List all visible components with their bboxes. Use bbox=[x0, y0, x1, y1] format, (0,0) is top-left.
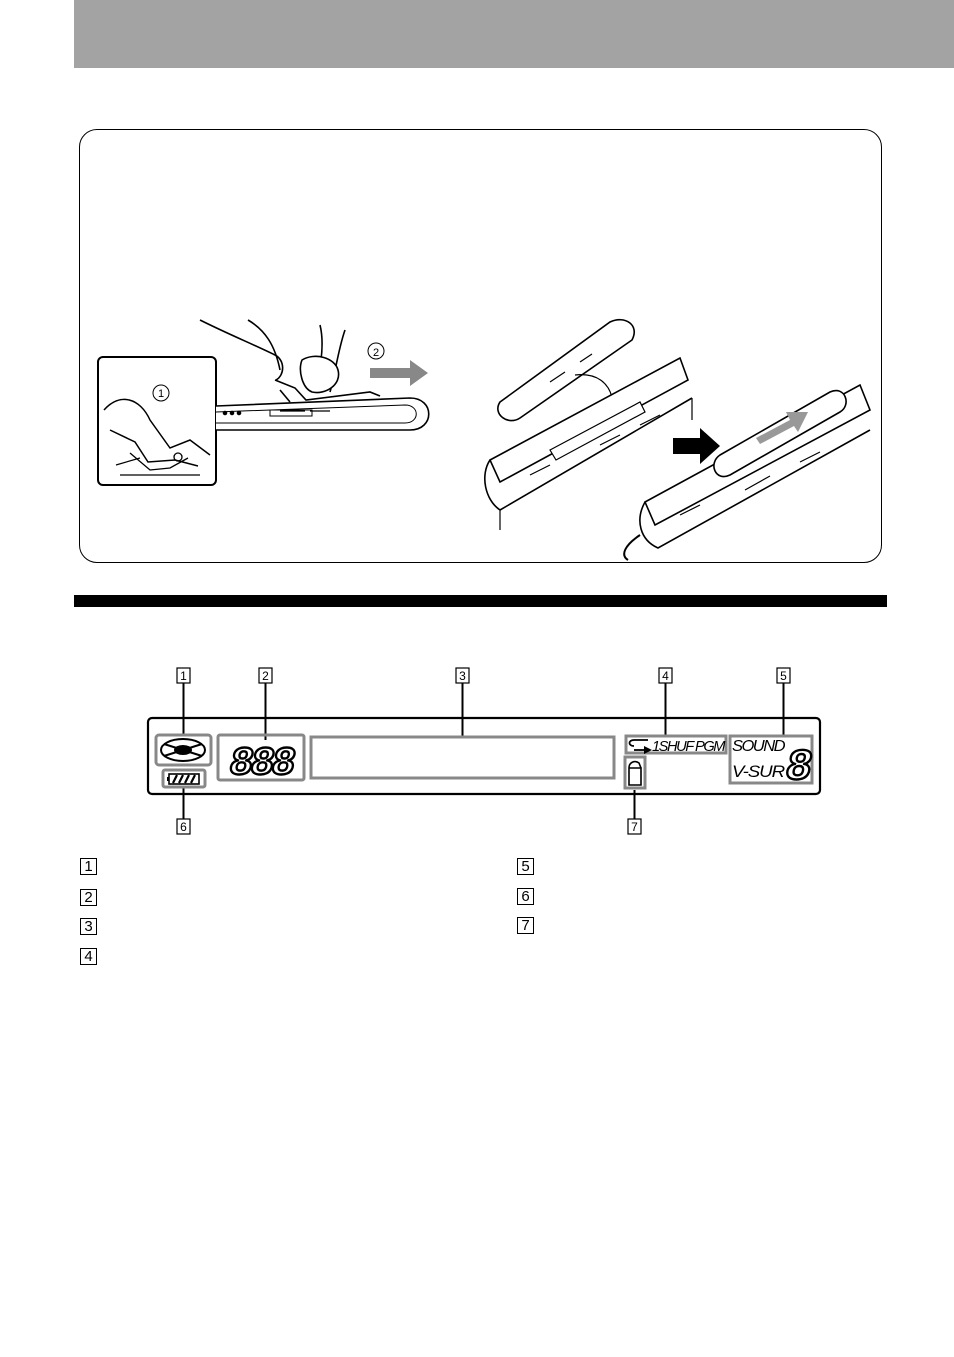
slide-arrow-left bbox=[370, 360, 428, 386]
legend-key-2: 2 bbox=[80, 889, 97, 906]
clip-release-inset bbox=[98, 357, 216, 485]
track-number-digits: 888 bbox=[229, 742, 293, 787]
callout-7: 7 bbox=[631, 820, 638, 834]
disc-icon bbox=[156, 735, 211, 765]
legend-key-3: 3 bbox=[80, 918, 97, 935]
callout-5: 5 bbox=[780, 669, 787, 683]
legend-key-4: 4 bbox=[80, 948, 97, 965]
legend-key-7: 7 bbox=[517, 917, 534, 934]
play-mode-labels: 1SHUF PGM bbox=[652, 738, 726, 755]
callout-2: 2 bbox=[262, 669, 269, 683]
step-1-number: 1 bbox=[157, 388, 165, 400]
clip-attachment-panel bbox=[79, 129, 882, 563]
sound-digit: 8 bbox=[785, 743, 813, 793]
clip-attachment-illustration bbox=[80, 130, 883, 564]
display-diagram-svg bbox=[140, 660, 830, 840]
callout-3: 3 bbox=[459, 669, 466, 683]
page-header-band bbox=[74, 0, 954, 68]
step-2-number: 2 bbox=[372, 347, 380, 359]
sound-label: SOUND bbox=[732, 738, 787, 755]
display-diagram bbox=[140, 660, 830, 840]
legend-key-1: 1 bbox=[80, 858, 97, 875]
battery-icon bbox=[163, 770, 205, 787]
legend-key-6: 6 bbox=[517, 888, 534, 905]
assemble-arrow bbox=[673, 428, 720, 464]
vsur-label: V-SUR bbox=[732, 762, 785, 781]
clip-attached-player bbox=[624, 385, 870, 560]
callout-1: 1 bbox=[180, 669, 187, 683]
section-divider bbox=[74, 595, 887, 607]
callout-4: 4 bbox=[662, 669, 669, 683]
legend-key-5: 5 bbox=[517, 858, 534, 875]
callout-6: 6 bbox=[180, 820, 187, 834]
hold-icon bbox=[625, 757, 645, 788]
text-display-area bbox=[311, 737, 614, 778]
